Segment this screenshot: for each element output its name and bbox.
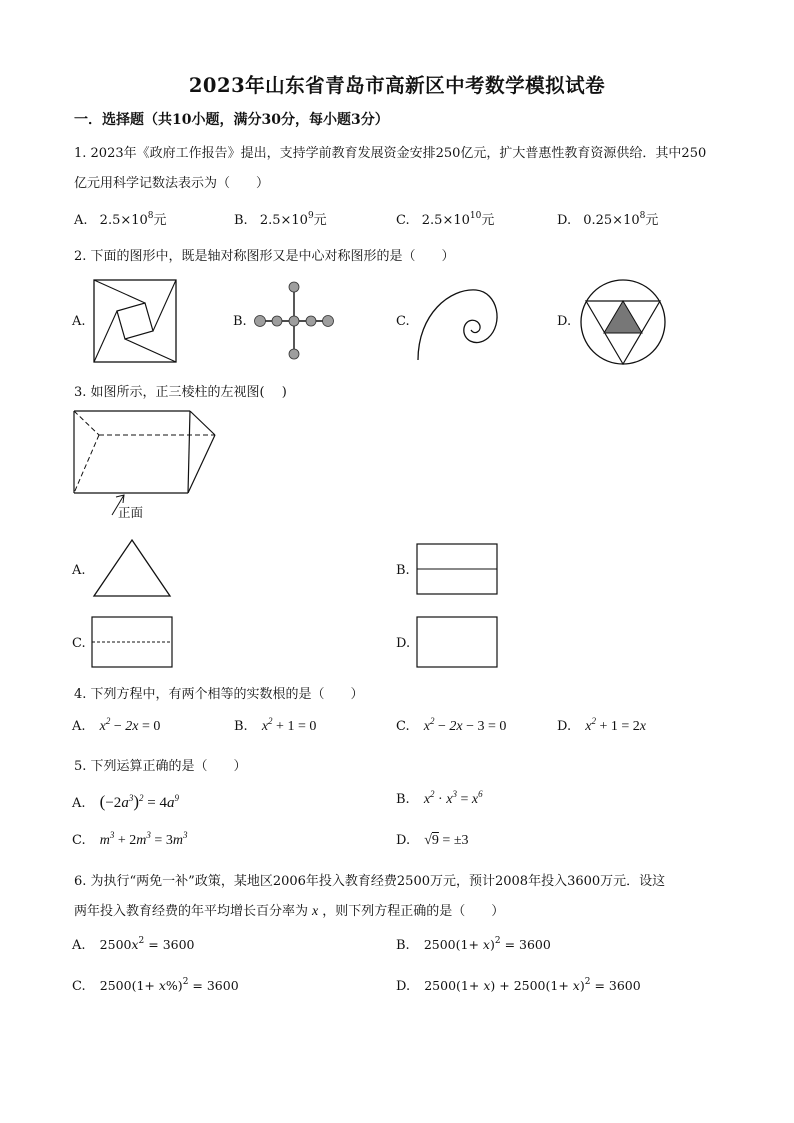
option-letter: A.: [72, 938, 86, 953]
q4-option-c[interactable]: [396, 716, 507, 735]
q6-option-c[interactable]: [72, 978, 239, 994]
beaded-cross-figure[interactable]: [252, 280, 336, 362]
option-letter: D.: [557, 719, 572, 734]
q5-option-d[interactable]: [396, 833, 469, 849]
q1-stem-line2: 亿元用科学记数法表示为（ ）: [74, 176, 270, 191]
option-letter: A.: [72, 796, 86, 811]
q6-stem-line2: 两年投入教育经费的年平均增长百分率为 x ，则下列方程正确的是（ ）: [74, 904, 505, 919]
equation: $2500(1+ x)^2 = 3600$: [423, 936, 551, 952]
q6-option-a[interactable]: [72, 937, 195, 953]
expression: $m^3 + 2m^3 = 3m^3$: [99, 830, 188, 848]
pinwheel-square-figure[interactable]: [93, 279, 177, 363]
option-letter: D.: [557, 213, 572, 228]
option-letter: A.: [74, 213, 88, 228]
option-letter: C.: [72, 979, 86, 994]
q6-stem-line1: 6. 为执行“两免一补”政策，某地区2006年投入教育经费2500万元，预计2008年投入3600万元．设这: [74, 874, 666, 889]
q4-option-d[interactable]: [557, 716, 646, 735]
option-letter: B.: [234, 213, 248, 228]
q6-option-d[interactable]: [396, 978, 641, 994]
q2-option-b-letter[interactable]: B.: [233, 314, 247, 329]
q2-option-a-letter[interactable]: A.: [72, 314, 86, 329]
option-value: $2.5\times 10^8$元: [99, 211, 167, 228]
q1-option-c[interactable]: [396, 209, 494, 228]
q2-option-d-letter[interactable]: D.: [557, 314, 572, 329]
triangular-prism-figure: [72, 409, 218, 519]
rectangle-solid-midline-figure[interactable]: [416, 543, 498, 595]
triangle-view-figure[interactable]: [92, 538, 172, 598]
rectangle-dashed-midline-figure[interactable]: [91, 616, 173, 668]
option-letter: D.: [396, 979, 411, 994]
q5-option-c[interactable]: [72, 830, 188, 849]
equation: $2500(1+ x\%)^2 = 3600$: [99, 977, 239, 993]
q3-option-c-letter[interactable]: C.: [72, 636, 86, 651]
section-heading: 一．选择题（共10小题，满分30分，每小题3分）: [74, 112, 389, 128]
q5-option-b[interactable]: [396, 789, 483, 808]
option-letter: D.: [396, 833, 411, 848]
q4-option-b[interactable]: [234, 716, 317, 735]
q2-stem: 2. 下面的图形中，既是轴对称图形又是中心对称图形的是（ ）: [74, 249, 455, 264]
q1-option-b[interactable]: [234, 209, 327, 228]
q1-option-a[interactable]: [74, 209, 167, 228]
q3-option-d-letter[interactable]: D.: [396, 636, 411, 651]
q1-stem-line1: 1. 2023年《政府工作报告》提出，支持学前教育发展资金安排250亿元，扩大普惠性教育资源供给．其中250: [74, 146, 707, 161]
equation: $x^2 + 1 = 0$: [261, 716, 317, 734]
spiral-figure[interactable]: [414, 284, 502, 364]
q5-stem: 5. 下列运算正确的是（ ）: [74, 759, 247, 774]
equation: $2500x^2 = 3600$: [99, 936, 195, 952]
option-letter: B.: [396, 792, 410, 807]
option-value: $2.5\times 10^9$元: [259, 211, 327, 228]
option-letter: C.: [396, 719, 410, 734]
option-letter: B.: [234, 719, 248, 734]
rectangle-plain-figure[interactable]: [416, 616, 498, 668]
option-letter: C.: [72, 833, 86, 848]
page-title: 2023年山东省青岛市高新区中考数学模拟试卷: [188, 74, 606, 97]
q5-option-a[interactable]: [72, 792, 179, 812]
q1-option-d[interactable]: [557, 209, 658, 228]
option-letter: C.: [396, 213, 410, 228]
q3-option-b-letter[interactable]: B.: [396, 563, 410, 578]
equation: $x^2 + 1 = 2x$: [585, 716, 646, 734]
q3-option-a-letter[interactable]: A.: [72, 563, 86, 578]
q2-option-c-letter[interactable]: C.: [396, 314, 410, 329]
q6-option-b[interactable]: [396, 937, 551, 953]
option-letter: B.: [396, 938, 410, 953]
expression: $(-2a^3)^2 = 4a^9$: [99, 792, 179, 811]
q4-stem: 4. 下列方程中，有两个相等的实数根的是（ ）: [74, 687, 364, 702]
expression: $x^2 \cdot x^3 = x^6$: [423, 789, 483, 807]
equation: $x^2 - 2x = 0$: [99, 716, 161, 734]
option-letter: A.: [72, 719, 86, 734]
front-label: 正面: [118, 505, 144, 520]
expression: √9 = ±3: [424, 833, 469, 848]
equation: $2500(1+ x) + 2500(1+ x)^2 = 3600$: [424, 977, 641, 993]
q4-option-a[interactable]: [72, 716, 161, 735]
option-value: $0.25\times 10^8$元: [583, 211, 659, 228]
circle-triangles-figure[interactable]: [580, 279, 666, 365]
equation: $x^2 - 2x - 3 = 0$: [423, 716, 507, 734]
q3-stem: 3. 如图所示，正三棱柱的左视图( ): [74, 385, 287, 400]
option-value: $2.5\times 10^{10}$元: [421, 211, 495, 228]
